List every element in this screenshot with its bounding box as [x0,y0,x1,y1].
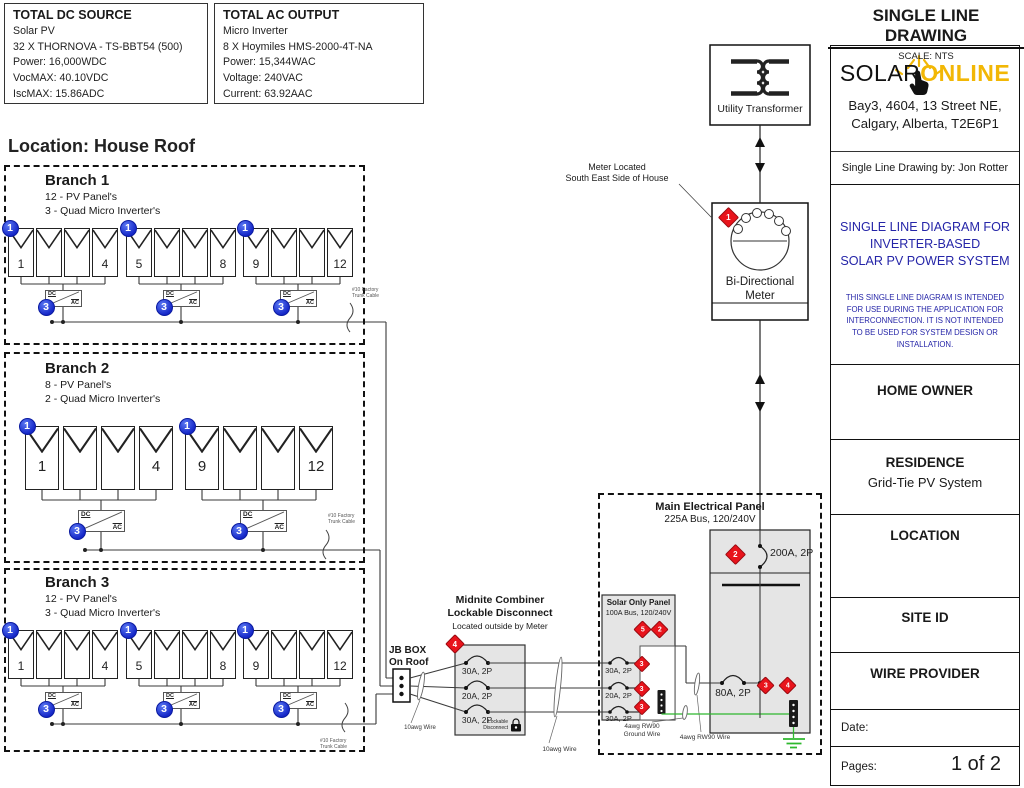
label-leader [411,700,420,723]
pv-group [8,630,118,679]
marker-value: 1 [125,624,131,636]
pv-panel-number: 1 [17,659,25,673]
main-breaker-rating: 200A, 2P [770,547,814,559]
meter-name-line: Bi-Directional [725,276,795,288]
inverter-ac-label: $\overline{AC}$ [189,300,197,306]
solar-backfeed-breaker-rating: 80A, 2P [715,688,751,699]
inverter-dc-label: DC [166,291,174,297]
note-marker-inverter [273,701,290,718]
note-marker-inverter [69,523,86,540]
pv-panel-number: 1 [17,257,25,271]
inverter-ac-label: $\overline{AC}$ [189,702,197,708]
breaker-rating-label: 20A, 2P [605,691,632,700]
marker-value: 3 [640,660,644,668]
pv-panel [139,426,173,490]
residence-section [831,439,1019,514]
date-section [831,709,1019,746]
wire-provider-section [831,652,1019,709]
trunk-label-line: #10 Factory [352,287,379,293]
wire-size-marker [552,657,563,717]
company-logo [831,60,1019,87]
title-block-sidebar [830,45,1020,786]
note-marker-string-start [19,418,36,435]
inverter-dc-label: DC [283,291,291,297]
solar-panel-title: Solar Only Panel [606,598,671,607]
pv-panel-number: 5 [135,257,143,271]
combiner-header [415,594,585,632]
breaker-rating-label: 20A, 2P [461,691,493,701]
inverter-ac-label: $\overline{AC}$ [306,300,314,306]
pages-section [831,746,1019,785]
branch-spec: 3 - Quad Micro Inverter's [45,204,161,217]
note-marker-inverter [156,299,173,316]
jb-box [393,669,410,702]
lockable-disconnect-tag [480,719,508,731]
pv-group [8,228,118,277]
trunk-label-line: Trunk Cable [328,519,356,526]
marker-value: 3 [278,703,284,715]
pages-label: Pages: [841,761,877,773]
pages-value: 1 of 2 [950,753,1001,775]
jb-box-label [389,645,428,668]
meter-note-line: Meter Located [588,162,646,172]
company-section [831,46,1019,184]
pv-panel-number: 8 [219,659,227,673]
dc-line: VocMAX: 40.10VDC [13,72,109,85]
pv-group [243,228,353,277]
trunk-cable-label [320,738,347,751]
logo-text-online: ONLINE [920,60,1011,86]
pv-panel [154,630,180,679]
site-id-label: SITE ID [901,610,949,625]
location-label: LOCATION [890,528,960,543]
pv-panel [182,630,208,679]
drawing-scale: SCALE: NTS [898,51,954,62]
inverter-dc-label: DC [48,291,56,297]
drawing-byline: Single Line Drawing by: Jon Rotter [831,151,1019,184]
breaker-rating-label: 30A, 2P [605,714,632,723]
dc-line: 32 X THORNOVA - TS-BBT54 (500) [13,40,183,53]
address-line: Calgary, Alberta, T2E6P1 [851,115,999,131]
marker-value: 3 [763,681,767,689]
total-dc-source-box [4,3,208,104]
logo-text-solar: SOLAR [839,60,921,86]
marker-value: 4 [452,639,458,649]
note-marker-string-start [2,220,19,237]
jb-box-label-line: On Roof [389,656,429,668]
pv-panel-number: 4 [151,458,161,475]
pv-group [185,426,333,490]
note-marker-inverter [231,523,248,540]
meter-name-line: Meter [745,290,775,303]
branch-name: Branch 1 [45,172,110,189]
pv-panel [36,630,62,679]
pv-group [243,630,353,679]
pv-panel [327,630,353,679]
statement-title [831,219,1019,270]
marker-value: 5 [640,625,644,633]
pv-group [25,426,173,490]
main-panel-subtitle: 225A Bus, 120/240V [664,514,756,525]
marker-value: 1 [24,420,30,432]
pv-panel-number: 9 [197,458,207,475]
meter-note-line: South East Side of House [565,173,669,184]
pv-panel [299,426,333,490]
pv-panel-number: 5 [135,659,143,673]
trunk-label-line: Trunk Cable [352,293,380,300]
pv-panel-number: 9 [252,659,260,673]
main-panel-title: Main Electrical Panel [655,501,765,513]
marker-value: 1 [725,212,731,222]
home-owner-label: HOME OWNER [877,383,973,398]
ac-line: Voltage: 240VAC [223,72,303,85]
ac-line: Micro Inverter [223,25,288,37]
pv-panel [271,630,297,679]
pv-panel [92,228,118,277]
solar-panel-subtitle: 100A Bus, 120/240V [605,608,672,617]
pv-panel-number: 8 [219,257,227,271]
pv-group [126,630,236,679]
wire-gauge-label: 10awg Wire [542,746,577,753]
pv-panel [185,426,219,490]
statement-title-line: SINGLE LINE DIAGRAM FOR [839,220,1011,234]
roof-location-title: Location: House Roof [8,136,195,156]
pv-panel [223,426,257,490]
combiner-title: Midnite Combiner [455,594,545,606]
marker-value: 3 [74,525,80,537]
trunk-cable-label [352,287,379,300]
pv-panel [210,228,236,277]
pv-panel [327,228,353,277]
meter-note-leader [679,184,712,218]
pv-panel [92,630,118,679]
combiner-note: Located outside by Meter [452,621,548,632]
statement-note: THIS SINGLE LINE DIAGRAM IS INTENDED FOR USE DURING THE APPLICATION FOR INTERCONNECTION. IT IS NOT INTENDED TO BE USED FOR SYSTEM DESIGN OR INSTALLATION. [845,293,1005,349]
wire-provider-label: WIRE PROVIDER [870,666,980,681]
pv-panel [261,426,295,490]
note-marker-string-start [179,418,196,435]
pv-panel-number: 9 [252,257,260,271]
home-owner-section [831,364,1019,439]
location-section [831,514,1019,597]
branch-spec: 2 - Quad Micro Inverter's [45,392,161,405]
dc-line: Power: 16,000WDC [13,56,107,69]
marker-value: 3 [278,301,284,313]
ac-line: 8 X Hoymiles HMS-2000-4T-NA [223,40,373,53]
branch-name: Branch 3 [45,574,110,591]
marker-value: 3 [161,301,167,313]
marker-value: 3 [161,703,167,715]
pv-panel-number: 4 [101,659,109,673]
lock-tag-line: Lockable [487,719,508,725]
marker-value: 3 [43,301,49,313]
marker-value: 3 [640,703,644,711]
branch-2-header [45,360,160,405]
meter-name [712,275,808,304]
ac-line: Power: 15,344WAC [223,56,316,69]
inverter-ac-label: $\overline{AC}$ [274,524,284,531]
pv-panel-number: 4 [101,257,109,271]
pv-panel [63,426,97,490]
inverter-dc-label: DC [166,693,174,699]
pv-panel-number: 12 [307,458,325,475]
marker-value: 1 [125,222,131,234]
note-marker-string-start [237,622,254,639]
marker-value: 1 [7,624,13,636]
dc-line: Solar PV [13,25,55,37]
ac-output-title: TOTAL AC OUTPUT [223,8,340,22]
utility-transformer-label: Utility Transformer [717,103,803,115]
ground-wire-label-line: 4awg RW90 [624,723,660,730]
inverter-dc-label: DC [243,511,253,518]
ac-line: Current: 63.92AAC [223,87,313,100]
note-marker-inverter [38,701,55,718]
trunk-label-line: #10 Factory [328,513,355,519]
trunk-label-line: #10 Factory [320,738,347,744]
pv-panel [64,228,90,277]
breaker-rating-label: 30A, 2P [461,715,493,725]
dc-line: IscMAX: 15.86ADC [13,87,105,100]
residence-label: RESIDENCE [885,455,965,470]
dc-source-title: TOTAL DC SOURCE [13,8,132,22]
residence-value: Grid-Tie PV System [867,475,983,490]
branch-1-header [45,172,160,217]
branch-3-header [45,574,160,619]
lock-tag-line: Disconnect [483,725,508,731]
branch-name: Branch 2 [45,360,110,377]
inverter-ac-label: $\overline{AC}$ [71,300,79,306]
breaker-rating-label: 30A, 2P [605,666,632,675]
pv-panel [36,228,62,277]
company-address [831,97,1019,133]
branch-spec: 8 - PV Panel's [45,379,112,391]
breaker-rating-label: 30A, 2P [461,666,493,676]
ground-wire-label-line: Ground Wire [623,731,661,739]
note-marker-string-start [2,622,19,639]
pv-panel [64,630,90,679]
statement-title-line: SOLAR PV POWER SYSTEM [840,254,1010,268]
pv-panel [299,228,325,277]
combiner-subtitle: Lockable Disconnect [447,607,553,620]
marker-value: 3 [43,703,49,715]
marker-value: 2 [732,549,738,559]
inverter-ac-label: $\overline{AC}$ [112,524,122,531]
inverter-dc-label: DC [48,693,56,699]
pv-group [126,228,236,277]
branch-spec: 3 - Quad Micro Inverter's [45,606,161,619]
pv-panel [299,630,325,679]
marker-value: 3 [640,685,644,693]
marker-value: 2 [657,625,661,633]
pv-panel [271,228,297,277]
note-marker-inverter [273,299,290,316]
marker-value: 1 [7,222,13,234]
trunk-cable-label [328,513,355,526]
statement-section [831,184,1019,364]
note-marker-inverter [38,299,55,316]
pv-panel-number: 12 [333,257,347,271]
pv-panel-number: 1 [37,458,47,475]
drawing-title: SINGLE LINE DRAWING [828,6,1024,49]
marker-value: 1 [242,624,248,636]
date-label: Date: [841,722,869,734]
marker-value: 4 [785,681,789,689]
inverter-dc-label: DC [81,511,91,518]
inverter-ac-label: $\overline{AC}$ [71,702,79,708]
pv-panel [182,228,208,277]
pv-panel-number: 12 [333,659,347,673]
service-riser-wires [755,125,765,530]
branch-spec: 12 - PV Panel's [45,593,118,605]
site-id-section [831,597,1019,652]
pv-panel [154,228,180,277]
note-marker-inverter [156,701,173,718]
inverter-dc-label: DC [283,693,291,699]
feed-wire-label: 4awg RW90 Wire [679,734,731,741]
marker-value: 1 [242,222,248,234]
trunk-label-line: Trunk Cable [320,744,348,751]
note-marker-string-start [120,622,137,639]
branch-spec: 12 - PV Panel's [45,191,118,203]
address-line: Bay3, 4604, 13 Street NE, [848,98,1002,113]
inverter-ac-label: $\overline{AC}$ [306,702,314,708]
label-leader [549,716,557,743]
marker-value: 3 [236,525,242,537]
statement-title-line: INVERTER-BASED [869,237,981,251]
pv-panel [101,426,135,490]
note-marker-string-start [237,220,254,237]
meter-location-note [552,162,682,185]
wire-gauge-label: 10awg Wire [404,725,436,731]
note-marker-string-start [120,220,137,237]
jb-box-label-line: JB BOX [389,645,427,656]
pv-panel [25,426,59,490]
marker-value: 1 [184,420,190,432]
pv-panel [210,630,236,679]
total-ac-output-box [214,3,424,104]
